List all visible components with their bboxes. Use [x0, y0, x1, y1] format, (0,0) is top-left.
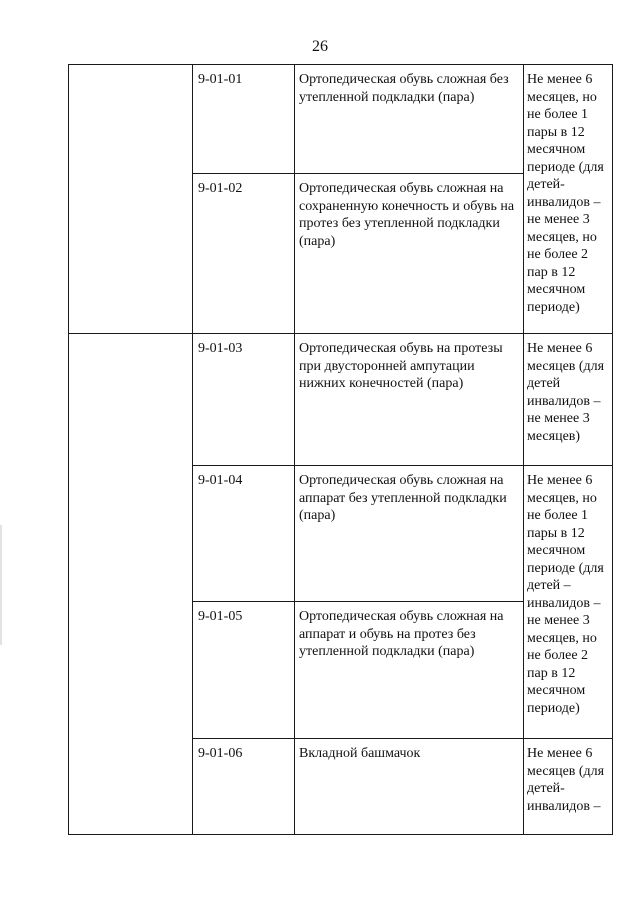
item-term: Не менее 6 месяцев, но не более 1 пары в 12 месячном периоде (для детей-инвалидов – не менее 3 месяцев, но не более 2 пар в 12 месячном периоде) — [524, 65, 613, 334]
table-row — [69, 334, 613, 466]
item-code: 9-01-05 — [193, 602, 295, 739]
item-term: Не менее 6 месяцев (для детей инвалидов – не менее 3 месяцев) — [524, 334, 613, 466]
item-code: 9-01-06 — [193, 739, 295, 835]
item-description: Вкладной башмачок — [295, 739, 524, 835]
item-term: Не менее 6 месяцев (для детей-инвалидов – — [524, 739, 613, 835]
scan-margin-shadow — [0, 525, 2, 645]
item-description: Ортопедическая обувь сложная на аппарат и обувь на протез без утепленной подкладки (пара) — [295, 602, 524, 739]
item-code: 9-01-03 — [193, 334, 295, 466]
item-description: Ортопедическая обувь сложная на аппарат без утепленной подкладки (пара) — [295, 466, 524, 602]
rehabilitation-means-table — [68, 64, 613, 835]
item-term: Не менее 6 месяцев, но не более 1 пары в 12 месячном периоде (для детей – инвалидов – не менее 3 месяцев, но не более 2 пар в 12 месячном периоде) — [524, 466, 613, 739]
item-code: 9-01-01 — [193, 65, 295, 174]
item-description: Ортопедическая обувь на протезы при двусторонней ампутации нижних конечностей (пара) — [295, 334, 524, 466]
item-description: Ортопедическая обувь сложная без утепленной подкладки (пара) — [295, 65, 524, 174]
item-code: 9-01-02 — [193, 174, 295, 334]
item-description: Ортопедическая обувь сложная на сохраненную конечность и обувь на протез без утепленной подкладки (пара) — [295, 174, 524, 334]
page-number: 26 — [312, 38, 328, 55]
section-cell — [69, 65, 193, 334]
section-cell — [69, 334, 193, 835]
table-row — [69, 65, 613, 174]
item-code: 9-01-04 — [193, 466, 295, 602]
